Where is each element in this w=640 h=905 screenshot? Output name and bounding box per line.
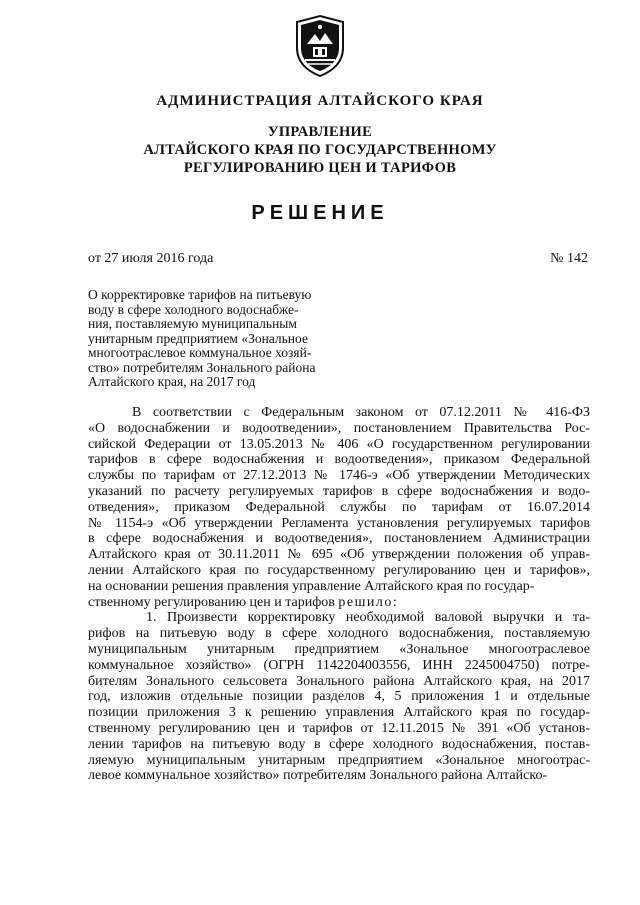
body-line: лении тарифов на питьевую воду в сфере холодного водоснабжения, постав-	[88, 736, 590, 752]
department-title	[0, 123, 640, 177]
body-line: муниципальным унитарным предприятием «Зональное многоотраслевое	[88, 641, 590, 657]
subject-line: ство» потребителям Зонального района	[88, 359, 316, 375]
body-line-resolved	[88, 595, 590, 611]
department-line: АЛТАЙСКОГО КРАЯ ПО ГОСУДАРСТВЕННОМУ	[143, 142, 497, 158]
body-line: В соответствии с Федеральным законом от 07.12.2011 № 416-ФЗ	[132, 405, 590, 420]
body-line: отведения», приказом Федеральной службы по тарифам от 16.07.2014	[88, 499, 590, 515]
body-line: коммунальное хозяйство» (ОГРН 1142204003556, ИНН 2245004750) потре-	[88, 657, 590, 673]
body-line: тарифов в сфере водоснабжения и водоотведения», приказом Федеральной	[88, 452, 590, 468]
coat-of-arms-emblem	[293, 14, 347, 78]
body-line: лении Алтайского края по государственному регулированию цен и тарифов»,	[88, 562, 590, 578]
body-line: «О водоснабжении и водоотведении», постановлением Правительства Рос-	[88, 420, 590, 436]
administration-title: АДМИНИСТРАЦИЯ АЛТАЙСКОГО КРАЯ	[156, 93, 484, 109]
body-line: рифов на питьевую воду в сфере холодного водоснабжения, поставляемую	[88, 626, 590, 642]
subject-line: многоотраслевое коммунальное хозяй-	[88, 345, 312, 360]
body-line: ственному регулированию цен и тарифов от 12.11.2015 № 391 «Об установ-	[88, 720, 590, 736]
body-line: позиции приложения 3 к решению управления Алтайского края по государ-	[88, 705, 590, 721]
body-line: № 1154-э «Об утверждении Регламента установления регулируемых тарифов	[88, 515, 590, 531]
body-line: левое коммунальное хозяйство» потребителям Зонального района Алтайско-	[88, 768, 548, 784]
body-line: Алтайского края от 30.11.2011 № 695 «Об утверждении положения об управ-	[88, 547, 590, 563]
document-number: № 142	[550, 251, 588, 266]
resolved-word: решило:	[338, 594, 399, 610]
body-line-text: ственному регулированию цен и тарифов	[88, 594, 335, 610]
body-line: ляемую муниципальным унитарным предприятием «Зональное многоотрас-	[88, 752, 590, 768]
subject-line: ния, поставляемую муниципальным	[88, 316, 297, 331]
document-type-title: РЕШЕНИЕ	[251, 202, 389, 224]
subject-line: унитарным предприятием «Зональное	[88, 330, 308, 346]
document-date: от 27 июля 2016 года	[88, 251, 214, 266]
subject-line: Алтайского края, на 2017 год	[88, 374, 256, 389]
document-subject	[88, 288, 358, 390]
body-line: 1. Произвести корректировку необходимой валовой выручки и та-	[146, 610, 590, 626]
subject-line: воду в сфере холодного водоснабже-	[88, 301, 299, 317]
body-line: службы по тарифам от 27.12.2013 № 1746-э «Об утверждении Методических	[88, 468, 590, 484]
body-line: на основании решения правления управление Алтайского края по государ-	[88, 578, 535, 594]
subject-line: О корректировке тарифов на питьевую	[88, 287, 312, 302]
department-line: РЕГУЛИРОВАНИЮ ЦЕН И ТАРИФОВ	[183, 160, 457, 176]
body-line: сийской Федерации от 13.05.2013 № 406 «О государственном регулировании	[88, 436, 590, 452]
body-line: в сфере водоснабжения и водоотведения», постановлением Администрации	[88, 531, 590, 547]
body-line: год, изложив отдельные позиции разделов 4, 5 приложения 1 и отдельные	[88, 689, 590, 705]
body-line: указаний по расчету регулируемых тарифов в сфере водоснабжения и водо-	[88, 483, 590, 499]
department-line: УПРАВЛЕНИЕ	[267, 124, 373, 140]
body-line: бителям Зонального сельсовета Зонального района Алтайского края, на 2017	[88, 673, 590, 689]
document-body	[88, 405, 590, 784]
